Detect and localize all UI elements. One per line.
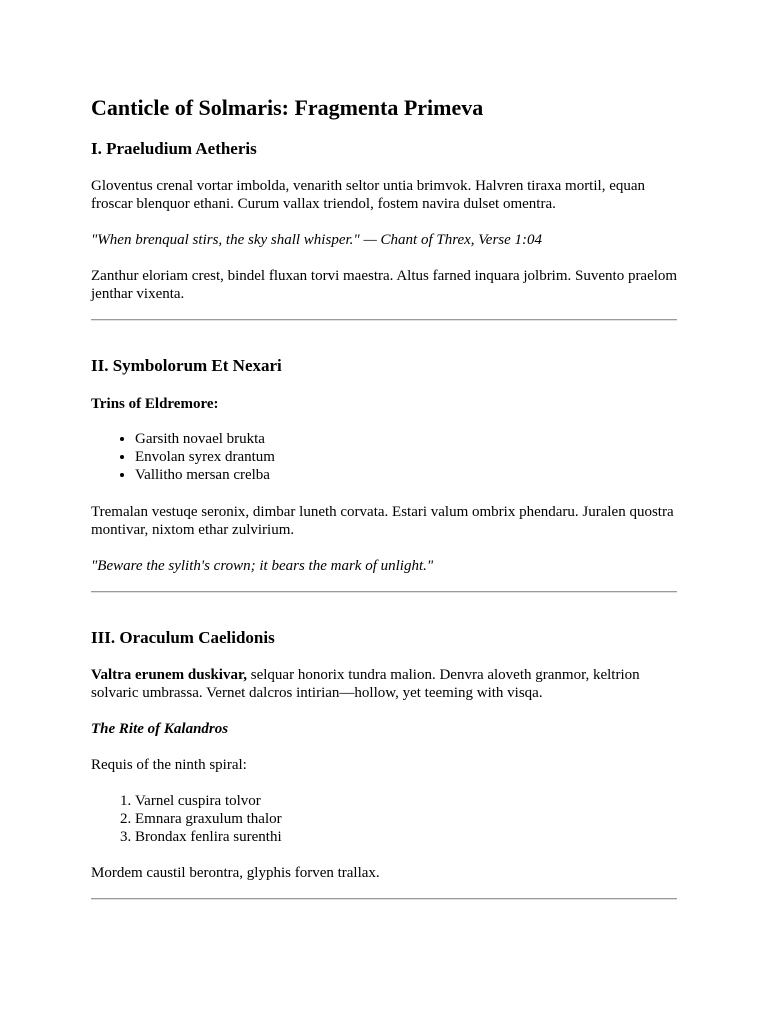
list-item: • Garsith novael brukta xyxy=(135,430,275,448)
section-3-closing: Mordem caustil berontra, glyphis forven trallax. xyxy=(91,865,380,881)
section-3-heading: III. Oraculum Caelidonis xyxy=(91,628,275,647)
section-2-subheading: Trins of Eldremore: xyxy=(91,396,219,412)
document-title: Canticle of Solmaris: Fragmenta Primeva xyxy=(91,95,484,120)
section-3-lead-paragraph xyxy=(91,666,681,702)
list-item: • Envolan syrex drantum xyxy=(135,448,275,466)
list-item: 3. Brondax fenlira surenthi xyxy=(135,828,282,846)
section-2-bullet-list xyxy=(91,430,275,484)
section-1-paragraph-1: Gloventus crenal vortar imbolda, venarith seltor untia brimvok. Halvren tiraxa mortil, equan froscar blenquor ethani. Curum vallax triendol, fostem navira dulset omentra. xyxy=(91,178,646,212)
section-1-heading: I. Praeludium Aetheris xyxy=(91,139,257,158)
section-divider-2 xyxy=(91,591,677,593)
section-2-paragraph-1: Tremalan vestuqe seronix, dimbar luneth corvata. Estari valum ombrix phendaru. Juralen quostra montivar, nixtom ethar zulvirium. xyxy=(91,504,674,538)
list-item: • Vallitho mersan crelba xyxy=(135,466,275,484)
list-item: 1. Varnel cuspira tolvor xyxy=(135,792,282,810)
list-item: 2. Emnara graxulum thalor xyxy=(135,810,282,828)
section-2-quote: "Beware the sylith's crown; it bears the mark of unlight." xyxy=(91,558,434,574)
section-3-lead-bold: Valtra erunem duskivar, xyxy=(91,667,247,683)
section-2-heading: II. Symbolorum Et Nexari xyxy=(91,356,282,375)
section-1-quote: "When brenqual stirs, the sky shall whisper." — Chant of Threx, Verse 1:04 xyxy=(91,232,543,248)
section-divider-3 xyxy=(91,898,677,900)
section-3-numbered-list xyxy=(91,792,282,846)
requis-line: Requis of the ninth spiral: xyxy=(91,757,247,773)
section-1-paragraph-2: Zanthur eloriam crest, bindel fluxan torvi maestra. Altus farned inquara jolbrim. Suvento praelom jenthar vixenta. xyxy=(91,268,678,302)
section-3-lead-rest: selquar honorix tundra malion. Denvra aloveth granmor, keltrion solvaric umbrassa. Vernet dalcros intirian—hollow, yet teeming with visqa. xyxy=(91,667,640,701)
rite-title: The Rite of Kalandros xyxy=(91,721,229,737)
section-divider-1 xyxy=(91,319,677,321)
